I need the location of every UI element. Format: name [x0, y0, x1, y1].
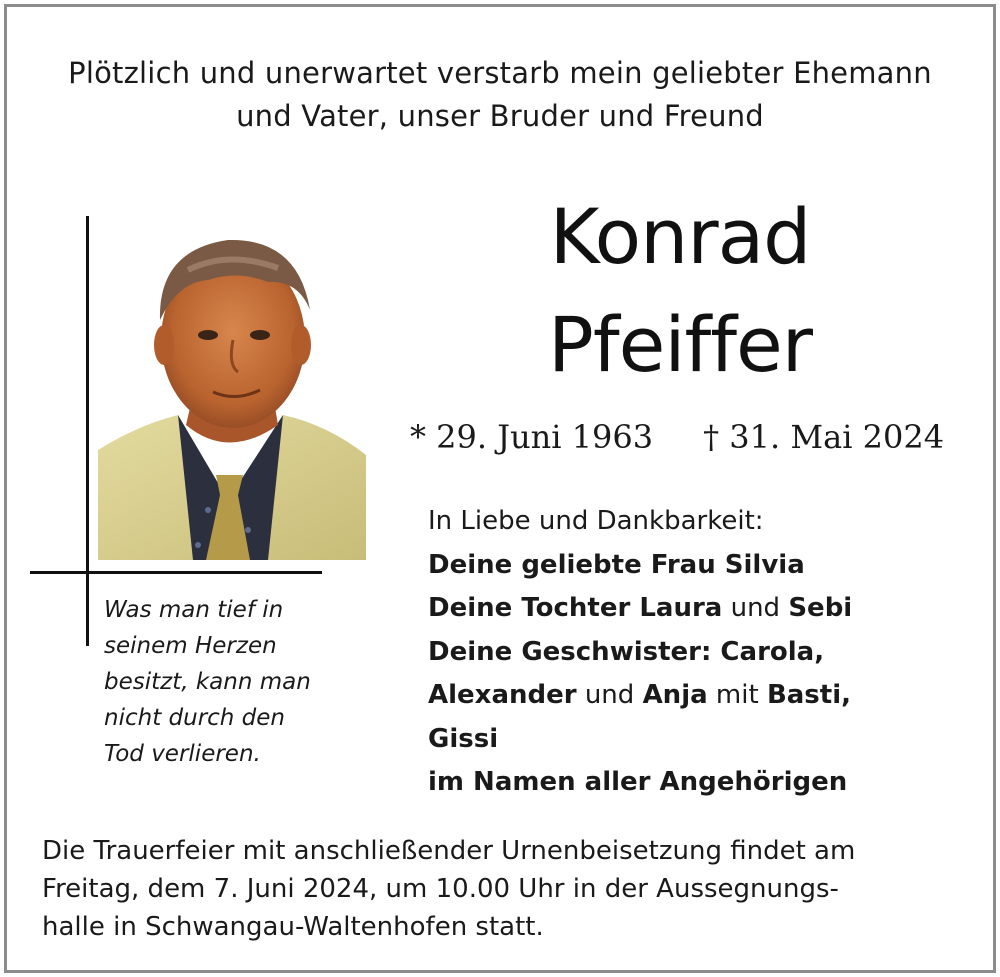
sibling-mit: mit — [707, 680, 767, 710]
first-name: Konrad — [549, 192, 811, 281]
mourners-list — [428, 500, 968, 805]
funeral-info — [42, 832, 972, 946]
daughter-and: und — [722, 593, 789, 623]
mourners-heading: In Liebe und Dankbarkeit: — [428, 506, 764, 536]
sibling-alexander: Alexander — [428, 680, 577, 710]
sibling-basti: Basti, — [766, 680, 851, 710]
daughter-partner: Sebi — [788, 593, 853, 623]
quote-line-1: Was man tief in — [104, 597, 284, 623]
cross-horizontal-line — [30, 571, 322, 574]
funeral-line-3: halle in Schwangau-Waltenhofen statt. — [42, 912, 544, 942]
intro-line-2: und Vater, unser Bruder und Freund — [236, 99, 764, 133]
intro-text — [0, 52, 1000, 138]
memorial-quote — [104, 592, 374, 772]
sibling-and: und — [576, 680, 643, 710]
quote-line-3: besitzt, kann man — [104, 669, 311, 695]
quote-line-4: nicht durch den — [104, 705, 286, 731]
mourners-closing: im Namen aller Angehörigen — [428, 767, 848, 797]
portrait-photo — [98, 210, 366, 560]
death-date: † 31. Mai 2024 — [703, 418, 945, 456]
life-dates — [410, 417, 970, 457]
cross-vertical-line — [86, 216, 89, 646]
mourner-wife: Deine geliebte Frau Silvia — [428, 549, 805, 580]
quote-line-2: seinem Herzen — [104, 633, 277, 659]
mourner-siblings-cont — [428, 674, 968, 718]
daughter-name: Deine Tochter Laura — [428, 593, 723, 623]
mourner-daughter — [428, 587, 968, 631]
quote-line-5: Tod verlieren. — [104, 741, 261, 767]
last-name: Pfeiffer — [548, 300, 812, 389]
intro-line-1: Plötzlich und unerwartet verstarb mein geliebter Ehemann — [68, 56, 932, 90]
sibling-anja: Anja — [642, 680, 708, 710]
funeral-line-2: Freitag, dem 7. Juni 2024, um 10.00 Uhr in der Aussegnungs- — [42, 874, 839, 904]
birth-date: * 29. Juni 1963 — [410, 418, 654, 456]
mourner-siblings: Deine Geschwister: Carola, — [428, 636, 825, 667]
sibling-gissi: Gissi — [428, 723, 499, 754]
funeral-line-1: Die Trauerfeier mit anschließender Urnenbeisetzung findet am — [42, 836, 856, 866]
